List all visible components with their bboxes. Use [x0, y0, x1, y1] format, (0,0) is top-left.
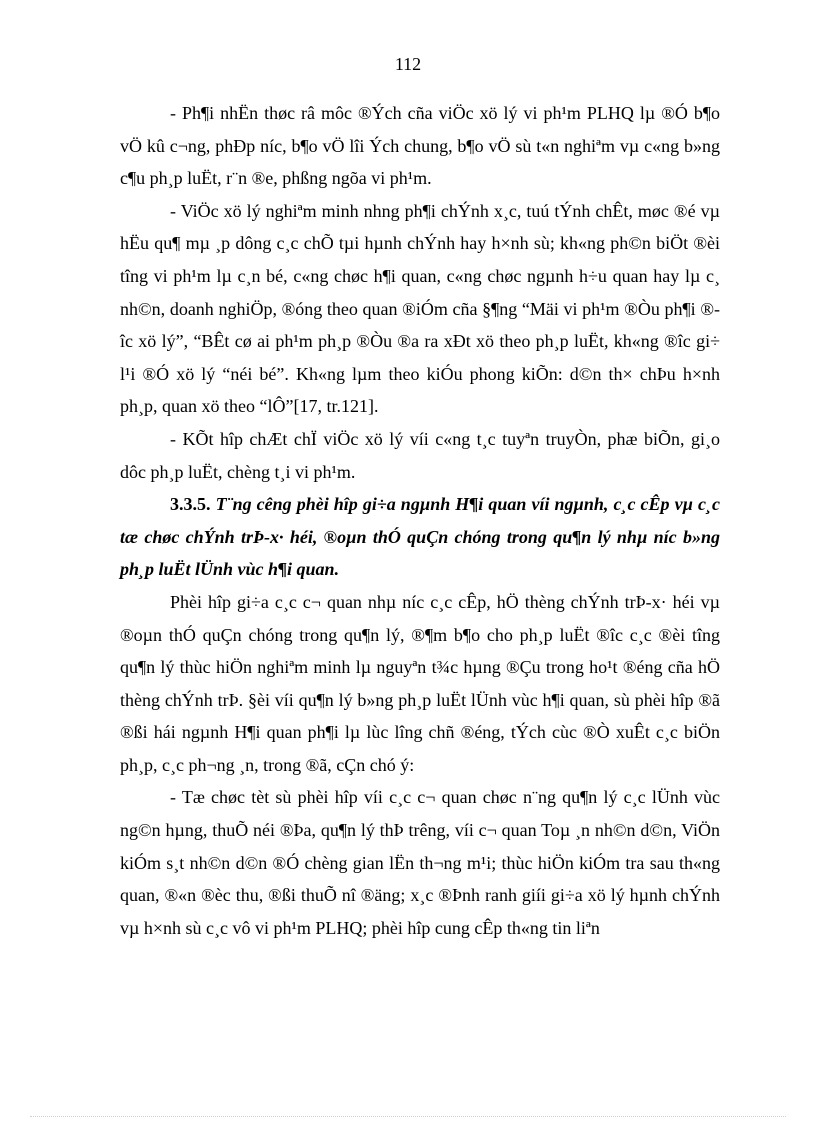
paragraph-organize-coordination: - Tæ chøc tèt sù phèi hîp víi c¸c c¬ quan chøc n¨ng qu¶n lý c¸c lÜnh vùc ng©n hµng, thuÕ néi ®Þa, qu¶n lý thÞ trêng, víi c¬ quan Toµ ¸n nh©n d©n, ViÖn kiÓm s¸t nh©n d©n ®Ó chèng gian lËn th¬ng m¹i; thùc hiÖn kiÓm tra sau th«ng quan, ®«n ®èc thu, ®ßi thuÕ nî ®äng; x¸c ®Þnh ranh giíi gi÷a xö lý hµnh chÝnh vµ h×nh sù c¸c vô vi ph¹m PLHQ; phèi hîp cung cÊp th«ng tin liªn	[120, 787, 720, 938]
section-number: 3.3.5.	[170, 494, 211, 515]
paragraph-combine-education: - KÕt hîp chÆt chÏ viÖc xö lý víi c«ng t¸c tuyªn truyÒn, phæ biÕn, gi¸o dôc ph¸p luËt, chèng t¸i vi ph¹m.	[120, 428, 720, 482]
paragraph-strict-handling: - ViÖc xö lý nghiªm minh nhng ph¶i chÝnh x¸c, tuú tÝnh chÊt, møc ®é vµ hËu qu¶ mµ ¸p dông c¸c chÕ tµi hµnh chÝnh hay h×nh sù; kh«ng ph©n biÖt ®èi tîng vi ph¹m lµ c¸n bé, c«ng chøc h¶i quan, c«ng chøc ngµnh h÷u quan hay lµ c¸ nh©n, doanh nghiÖp, ®óng theo quan ®iÓm cña §¶ng “Mäi vi ph¹m ®Òu ph¶i ®îc xö lý”, “BÊt cø ai ph¹m ph¸p ®Òu ®a ra xÐt xö theo ph¸p luËt, kh«ng ®îc gi÷ l¹i ®Ó xö lý “néi bé”. Kh«ng lµm theo kiÓu phong kiÕn: d©n th× chÞu h×nh ph¸p, quan xö theo “lÔ”[17, tr.121].	[120, 200, 720, 417]
section-title: T¨ng cêng phèi hîp gi÷a ngµnh H¶i quan víi ngµnh, c¸c cÊp vµ c¸c tæ chøc chÝnh trÞ-x· héi, ®oµn thÓ quÇn chóng trong qu¶n lý nhµ níc b»ng ph¸p luËt lÜnh vùc h¶i quan.	[120, 494, 720, 580]
page-number: 112	[394, 54, 422, 74]
document-body	[120, 97, 720, 944]
paragraph-coordination: Phèi hîp gi÷a c¸c c¬ quan nhµ níc c¸c cÊp, hÖ thèng chÝnh trÞ-x· héi vµ ®oµn thÓ quÇn chóng trong qu¶n lý, ®¶m b¶o cho ph¸p luËt ®îc c¸c ®èi tîng qu¶n lý thùc hiÖn nghiªm minh lµ nguyªn t¾c hµng ®Çu trong ho¹t ®éng cña hÖ thèng chÝnh trÞ. §èi víi qu¶n lý b»ng ph¸p luËt lÜnh vùc h¶i quan, sù phèi hîp ®ã ®ßi hái ngµnh H¶i quan ph¶i lµ lùc lîng chñ ®éng, tÝch cùc ®Ò xuÊt c¸c biÖn ph¸p, c¸c ph¬ng ¸n, trong ®ã, cÇn chó ý:	[120, 591, 720, 775]
paragraph-purpose: - Ph¶i nhËn thøc râ môc ®Ých cña viÖc xö lý vi ph¹m PLHQ lµ ®Ó b¶o vÖ kû c¬ng, phÐp níc, b¶o vÖ lîi Ých chung, b¶o vÖ sù t«n nghiªm vµ c«ng b»ng c¶u ph¸p luËt, r¨n ®e, phßng ngõa vi ph¹m.	[120, 103, 720, 189]
section-heading	[120, 488, 720, 586]
page-bottom-divider	[30, 1116, 786, 1117]
